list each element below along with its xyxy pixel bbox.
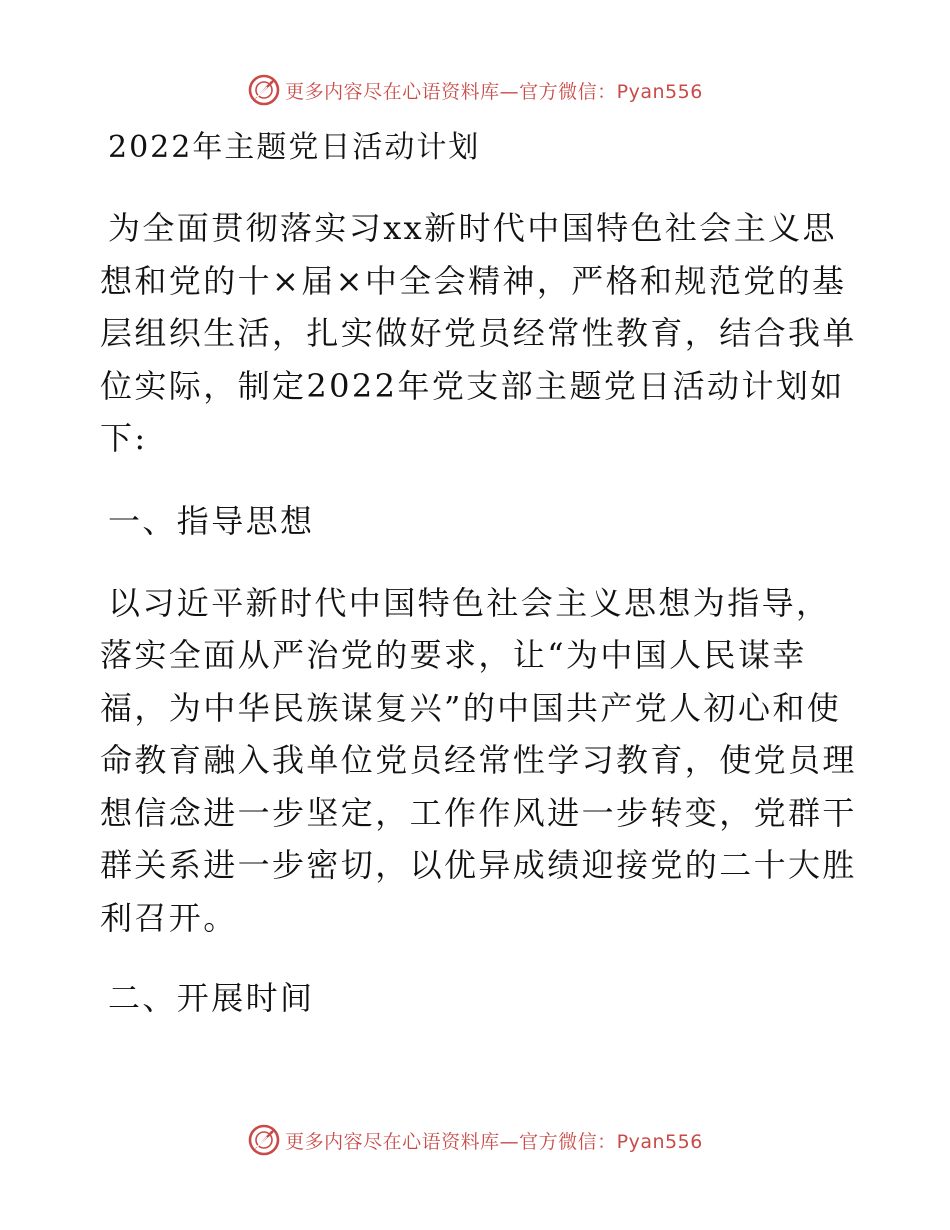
document-body xyxy=(100,122,860,1024)
paragraph-line: 命教育融入我单位党员经常性学习教育，使党员理 xyxy=(100,741,857,779)
quill-logo-icon xyxy=(247,73,281,107)
document-title: 2022年主题党日活动计划 xyxy=(108,130,481,165)
header-watermark xyxy=(0,70,950,110)
guiding-ideology-paragraph xyxy=(100,577,860,945)
paragraph-line: 利召开。 xyxy=(100,898,238,937)
paragraph-line: 位实际，制定2022年党支部主题党日活动计划如 xyxy=(100,366,845,405)
paragraph-line: 落实全面从严治党的要求，让“为中国人民谋幸 xyxy=(100,636,807,674)
paragraph-line: 为全面贯彻落实习xx新时代中国特色社会主义思 xyxy=(108,209,837,247)
footer-watermark xyxy=(0,1120,950,1160)
paragraph-line: 想和党的十×届×中全会精神，严格和规范党的基 xyxy=(100,261,847,300)
intro-paragraph xyxy=(100,202,860,465)
section-heading-schedule: 二、开展时间 xyxy=(108,979,315,1017)
paragraph-line: 以习近平新时代中国特色社会主义思想为指导， xyxy=(108,583,831,622)
watermark-text: 更多内容尽在心语资料库—官方微信：Pyan556 xyxy=(285,80,703,103)
paragraph-line: 想信念进一步坚定，工作作风进一步转变，党群干 xyxy=(100,793,857,832)
paragraph-line: 群关系进一步密切，以优异成绩迎接党的二十大胜 xyxy=(100,846,857,884)
quill-logo-icon xyxy=(247,1123,281,1157)
paragraph-line: 下: xyxy=(100,419,148,457)
paragraph-line: 层组织生活，扎实做好党员经常性教育，结合我单 xyxy=(100,314,857,352)
paragraph-line: 福，为中华民族谋复兴”的中国共产党人初心和使 xyxy=(100,688,842,727)
watermark-text: 更多内容尽在心语资料库—官方微信：Pyan556 xyxy=(285,1130,703,1153)
section-heading-guiding-ideology: 一、指导思想 xyxy=(108,501,315,540)
